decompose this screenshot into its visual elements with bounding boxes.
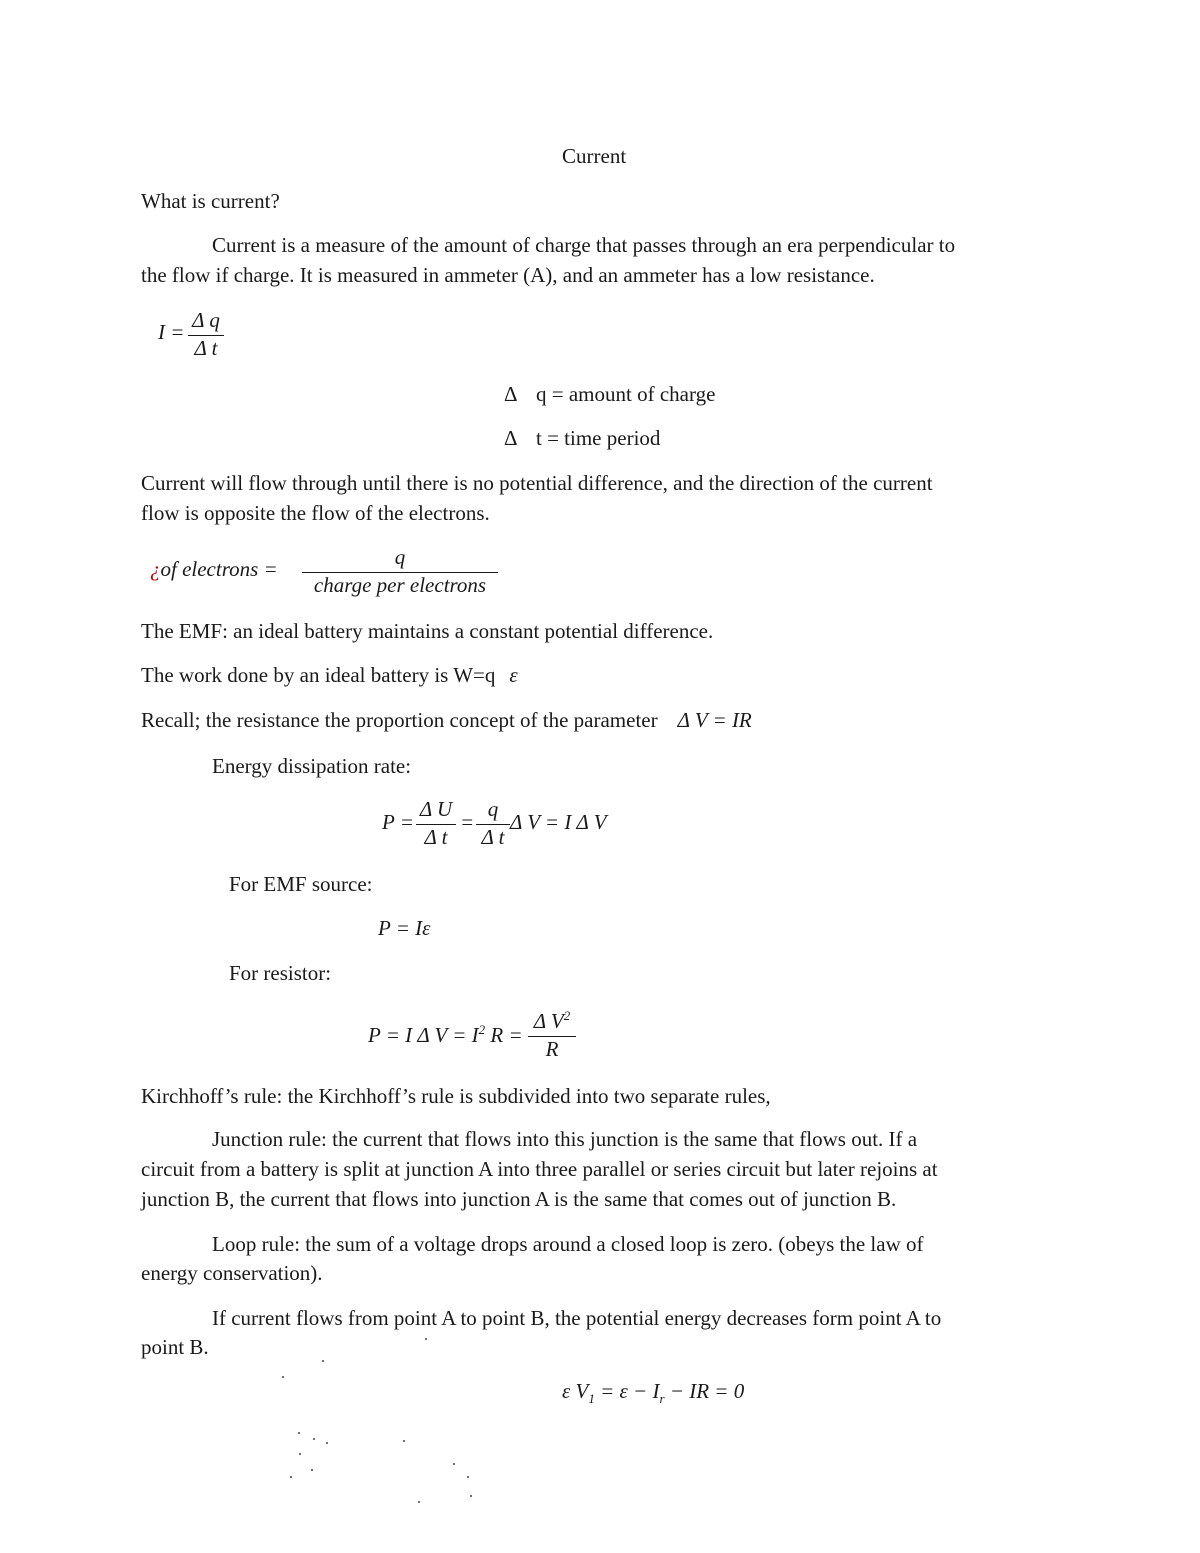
equation-text: ε V bbox=[562, 1379, 589, 1403]
equation-lhs: P = bbox=[382, 810, 414, 834]
paragraph-line: If current flows from point A to point B, the potential energy decreases form point A to bbox=[212, 1306, 942, 1330]
speck bbox=[470, 1495, 472, 1497]
speck bbox=[453, 1463, 455, 1465]
speck bbox=[290, 1476, 292, 1478]
fraction bbox=[188, 308, 224, 361]
fraction-numerator: q bbox=[487, 797, 499, 821]
speck bbox=[299, 1453, 301, 1455]
paragraph-line: Loop rule: the sum of a voltage drops around a closed loop is zero. (obeys the law of bbox=[212, 1232, 924, 1256]
error-mark: ¿ bbox=[150, 557, 161, 581]
section-label: For resistor: bbox=[229, 961, 332, 985]
sentence-text: The work done by an ideal battery is W=q bbox=[141, 663, 496, 687]
paragraph-line: Junction rule: the current that flows into this junction is the same that flows out. If a bbox=[212, 1127, 918, 1151]
fraction-denominator: Δ t bbox=[194, 336, 218, 360]
paragraph-line: circuit from a battery is split at junction A into three parallel or series circuit but later rejoins at bbox=[141, 1157, 938, 1181]
epsilon-symbol: ε bbox=[509, 663, 518, 687]
equation-text: − IR = 0 bbox=[664, 1379, 745, 1403]
speck bbox=[403, 1440, 405, 1442]
delta-symbol: Δ bbox=[504, 426, 518, 450]
speck bbox=[467, 1476, 469, 1478]
fraction-denominator: Δ t bbox=[424, 825, 448, 849]
superscript: 2 bbox=[478, 1022, 486, 1037]
fraction bbox=[528, 1008, 576, 1062]
speck bbox=[418, 1501, 420, 1503]
section-label: For EMF source: bbox=[229, 872, 373, 896]
paragraph-line bbox=[141, 663, 518, 688]
fraction-numerator: q bbox=[394, 545, 406, 569]
fraction bbox=[476, 797, 510, 850]
sentence-text: Recall; the resistance the proportion concept of the parameter bbox=[141, 708, 658, 732]
speck bbox=[326, 1442, 328, 1444]
speck bbox=[311, 1469, 313, 1471]
paragraph-line: the flow if charge. It is measured in ammeter (A), and an ammeter has a low resistance. bbox=[141, 263, 875, 287]
paragraph-line: junction B, the current that flows into junction A is the same that comes out of junction B. bbox=[141, 1187, 897, 1211]
equation-text: of electrons = bbox=[160, 557, 278, 581]
speck bbox=[322, 1360, 324, 1362]
definition-line: t = time period bbox=[536, 426, 661, 450]
superscript: 2 bbox=[563, 1008, 571, 1023]
equation bbox=[368, 1022, 523, 1048]
speck bbox=[313, 1438, 315, 1440]
subscript: 1 bbox=[588, 1391, 595, 1407]
numerator-text: Δ V bbox=[533, 1009, 564, 1033]
fraction-denominator: R bbox=[545, 1037, 559, 1061]
paragraph-line: energy conservation). bbox=[141, 1261, 323, 1285]
fraction bbox=[416, 797, 456, 850]
paragraph-line: flow is opposite the flow of the electrons. bbox=[141, 501, 490, 525]
equation-rhs: Δ V = I Δ V bbox=[510, 810, 607, 834]
equation-inline: Δ V = IR bbox=[677, 708, 752, 732]
delta-symbol: Δ bbox=[504, 382, 518, 406]
paragraph-line bbox=[141, 708, 752, 733]
equation: P = Iε bbox=[378, 916, 431, 940]
equation bbox=[562, 1379, 744, 1407]
paragraph-line: Kirchhoff’s rule: the Kirchhoff’s rule is subdivided into two separate rules, bbox=[141, 1084, 771, 1108]
equation-text: = ε − I bbox=[594, 1379, 660, 1403]
speck bbox=[298, 1432, 300, 1434]
paragraph-line: The EMF: an ideal battery maintains a constant potential difference. bbox=[141, 619, 714, 643]
page-title: Current bbox=[562, 144, 627, 168]
equals-sign: = bbox=[460, 810, 475, 834]
fraction bbox=[302, 545, 498, 598]
speck bbox=[425, 1338, 427, 1340]
paragraph-line: Current will flow through until there is no potential difference, and the direction of the current bbox=[141, 471, 933, 495]
equation-text: R = bbox=[485, 1023, 523, 1047]
subscript: r bbox=[659, 1391, 665, 1407]
equation-text: P = I Δ V = I bbox=[368, 1023, 479, 1047]
paragraph-line: Current is a measure of the amount of charge that passes through an era perpendicular to bbox=[212, 233, 956, 257]
fraction-numerator: Δ U bbox=[419, 797, 453, 821]
fraction-denominator: charge per electrons bbox=[313, 573, 487, 597]
section-label: Energy dissipation rate: bbox=[212, 754, 412, 778]
equation-lhs bbox=[150, 557, 278, 582]
fraction-numerator: Δ q bbox=[192, 308, 220, 332]
definition-line: q = amount of charge bbox=[536, 382, 716, 406]
fraction-numerator bbox=[528, 1008, 576, 1034]
speck bbox=[282, 1376, 284, 1378]
paragraph-line: point B. bbox=[141, 1335, 209, 1359]
fraction-denominator: Δ t bbox=[481, 825, 505, 849]
equation-lhs: I = bbox=[158, 320, 185, 344]
question-heading: What is current? bbox=[141, 189, 280, 213]
